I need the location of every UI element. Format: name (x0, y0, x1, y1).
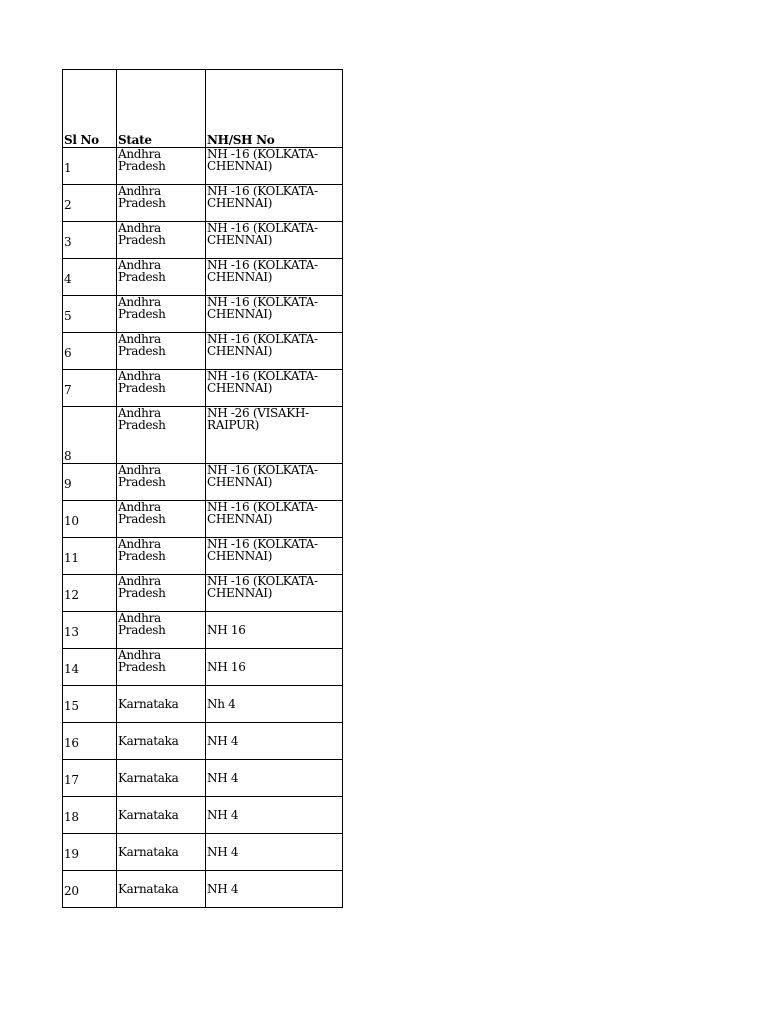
cell-sl-no: 2 (63, 185, 117, 222)
cell-nh-sh-no: NH -16 (KOLKATA-CHENNAI) (206, 538, 343, 575)
table-row (63, 760, 343, 797)
table-row (63, 612, 343, 649)
cell-sl-no: 9 (63, 464, 117, 501)
cell-state: Karnataka (117, 723, 206, 760)
table-body (63, 148, 343, 908)
cell-state: Karnataka (117, 686, 206, 723)
cell-nh-sh-no: NH 16 (206, 612, 343, 649)
header-state: State (117, 70, 206, 148)
cell-nh-sh-no: NH -16 (KOLKATA-CHENNAI) (206, 259, 343, 296)
cell-state: Andhra Pradesh (117, 464, 206, 501)
table-row (63, 185, 343, 222)
cell-sl-no: 7 (63, 370, 117, 407)
cell-sl-no: 16 (63, 723, 117, 760)
cell-state: Andhra Pradesh (117, 538, 206, 575)
cell-sl-no: 13 (63, 612, 117, 649)
cell-sl-no: 12 (63, 575, 117, 612)
cell-nh-sh-no: NH -16 (KOLKATA-CHENNAI) (206, 575, 343, 612)
table-row (63, 370, 343, 407)
table-row (63, 501, 343, 538)
cell-sl-no: 8 (63, 407, 117, 464)
cell-state: Andhra Pradesh (117, 649, 206, 686)
cell-nh-sh-no: Nh 4 (206, 686, 343, 723)
table-row (63, 538, 343, 575)
table-row (63, 333, 343, 370)
cell-sl-no: 20 (63, 871, 117, 908)
cell-sl-no: 15 (63, 686, 117, 723)
cell-state: Karnataka (117, 834, 206, 871)
cell-nh-sh-no: NH 4 (206, 871, 343, 908)
cell-nh-sh-no: NH 4 (206, 760, 343, 797)
cell-nh-sh-no: NH -16 (KOLKATA-CHENNAI) (206, 185, 343, 222)
table-row (63, 407, 343, 464)
cell-state: Andhra Pradesh (117, 222, 206, 259)
cell-state: Karnataka (117, 871, 206, 908)
cell-sl-no: 4 (63, 259, 117, 296)
cell-nh-sh-no: NH -16 (KOLKATA-CHENNAI) (206, 501, 343, 538)
cell-state: Karnataka (117, 760, 206, 797)
cell-sl-no: 11 (63, 538, 117, 575)
table-row (63, 259, 343, 296)
table-row (63, 148, 343, 185)
cell-nh-sh-no: NH -16 (KOLKATA-CHENNAI) (206, 333, 343, 370)
table-row (63, 723, 343, 760)
cell-sl-no: 17 (63, 760, 117, 797)
table-row (63, 834, 343, 871)
cell-state: Andhra Pradesh (117, 370, 206, 407)
table-row (63, 797, 343, 834)
cell-nh-sh-no: NH 4 (206, 834, 343, 871)
cell-nh-sh-no: NH -16 (KOLKATA-CHENNAI) (206, 464, 343, 501)
header-nh-sh-no: NH/SH No (206, 70, 343, 148)
cell-nh-sh-no: NH -16 (KOLKATA-CHENNAI) (206, 296, 343, 333)
cell-state: Andhra Pradesh (117, 612, 206, 649)
table-row (63, 222, 343, 259)
cell-state: Andhra Pradesh (117, 407, 206, 464)
table-header-row (63, 70, 343, 148)
cell-state: Andhra Pradesh (117, 296, 206, 333)
table-row (63, 575, 343, 612)
cell-state: Andhra Pradesh (117, 501, 206, 538)
cell-sl-no: 1 (63, 148, 117, 185)
table-row (63, 649, 343, 686)
cell-sl-no: 18 (63, 797, 117, 834)
cell-sl-no: 5 (63, 296, 117, 333)
cell-state: Andhra Pradesh (117, 185, 206, 222)
cell-nh-sh-no: NH -16 (KOLKATA-CHENNAI) (206, 222, 343, 259)
cell-state: Andhra Pradesh (117, 148, 206, 185)
cell-sl-no: 6 (63, 333, 117, 370)
cell-state: Karnataka (117, 797, 206, 834)
cell-state: Andhra Pradesh (117, 333, 206, 370)
cell-nh-sh-no: NH 4 (206, 723, 343, 760)
cell-nh-sh-no: NH 4 (206, 797, 343, 834)
cell-nh-sh-no: NH -16 (KOLKATA-CHENNAI) (206, 370, 343, 407)
cell-nh-sh-no: NH -16 (KOLKATA-CHENNAI) (206, 148, 343, 185)
cell-nh-sh-no: NH 16 (206, 649, 343, 686)
table-row (63, 464, 343, 501)
cell-sl-no: 3 (63, 222, 117, 259)
cell-sl-no: 19 (63, 834, 117, 871)
cell-state: Andhra Pradesh (117, 259, 206, 296)
table-row (63, 296, 343, 333)
highway-table (62, 69, 343, 908)
cell-sl-no: 14 (63, 649, 117, 686)
header-sl-no: Sl No (63, 70, 117, 148)
table-row (63, 686, 343, 723)
cell-sl-no: 10 (63, 501, 117, 538)
cell-nh-sh-no: NH -26 (VISAKH-RAIPUR) (206, 407, 343, 464)
cell-state: Andhra Pradesh (117, 575, 206, 612)
table-row (63, 871, 343, 908)
